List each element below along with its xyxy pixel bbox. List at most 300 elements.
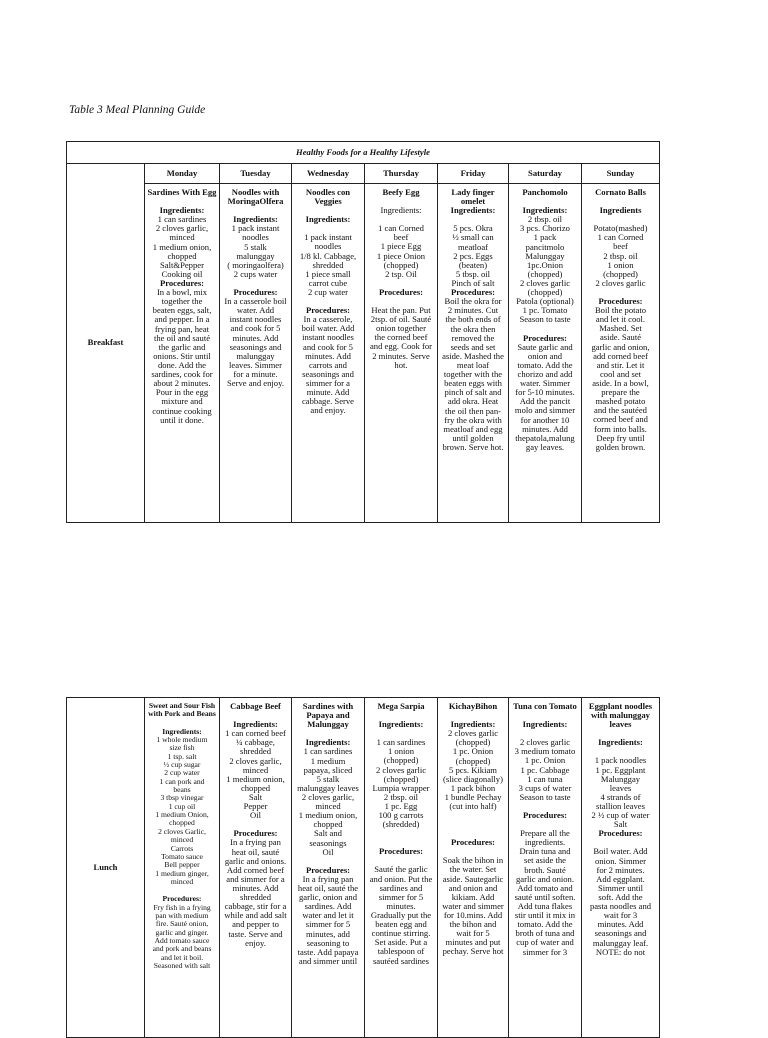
recipe-line: 2 ½ cup of water [591, 810, 650, 821]
recipe-line: together with the [443, 369, 503, 380]
recipe-line: and egg. Cook for [369, 341, 433, 352]
recipe-line: and enjoy. [310, 405, 346, 416]
recipe-line: Season to taste [519, 791, 571, 802]
recipe-line: In a frying pan [230, 837, 281, 848]
recipe-line: stir until it mix in [514, 910, 576, 921]
recipe-line: add corned beef [593, 350, 648, 361]
recipe-cell [509, 184, 582, 523]
recipe-line: cabbage, stir for a [224, 901, 287, 912]
corner-cell [67, 164, 145, 523]
recipe-line: corned beef and [593, 414, 648, 425]
recipe-cell [220, 184, 292, 523]
section-heading: Procedures: [378, 846, 424, 857]
section-heading: Procedures: [598, 295, 643, 306]
recipe-line: malunggay leaf. [592, 937, 649, 948]
recipe-line: 2 tbsp. oil [383, 791, 419, 802]
line-spacer [440, 811, 506, 820]
section-heading: Ingredients: [305, 214, 351, 225]
recipe-line: for another 10 [520, 414, 570, 425]
recipe-line: Malunggay [600, 773, 641, 784]
recipe-line: simmer for a [306, 377, 350, 388]
recipe-line: seasonings and [302, 368, 354, 379]
recipe-cell [292, 184, 365, 523]
day-tuesday: Tuesday [220, 164, 292, 184]
recipe-line: 1 can Corned [378, 223, 424, 234]
recipe-line: shredded [239, 892, 272, 903]
recipe-cell [145, 698, 220, 1038]
recipe-line: 2 cloves garlic, [155, 223, 209, 234]
recipe-line: about 2 minutes. [153, 378, 211, 389]
recipe-line: and the sautéed [594, 405, 647, 416]
recipe-line: until golden [452, 432, 494, 443]
section-heading: Ingredients: [233, 719, 278, 730]
recipe-line: 1 medium [310, 755, 346, 766]
recipe-line: seasonings and [229, 341, 282, 352]
recipe-line: 5 stalk [316, 773, 340, 784]
section-heading: Ingredients: [450, 205, 496, 216]
recipe-line: minced [170, 835, 194, 845]
recipe-line: onions. Stir until [153, 350, 211, 361]
recipe-line: Potato(mashed) [593, 223, 648, 234]
recipe-line: minutes, add [306, 928, 350, 939]
recipe-line: minute. Add [306, 387, 350, 398]
recipe-line: Boil the okra for [444, 296, 502, 307]
recipe-line: 1 piece Onion [376, 250, 426, 261]
day-monday: Monday [145, 164, 220, 184]
recipe-line: minced [170, 876, 194, 886]
recipe-line: (chopped) [383, 259, 419, 270]
recipe-line: carrots and [309, 359, 347, 370]
recipe-line: 3 cups of water [518, 782, 572, 793]
recipe-line: Add the pancit [519, 396, 571, 407]
recipe-line: Salt and [314, 828, 342, 839]
recipe-line: Cooking oil [161, 268, 203, 279]
dish-name: Noodles with MoringaOlfera [227, 187, 284, 207]
recipe-line: broth of tuna and [515, 928, 575, 939]
recipe-line: malunggay leaves [297, 782, 359, 793]
dish-name: Sardines with Papaya and Malunggay [302, 701, 354, 730]
recipe-line: add okra. Heat [447, 396, 499, 407]
recipe-cell [582, 698, 660, 1038]
recipe-line: 1 tsp. salt [167, 751, 197, 761]
dish-name: Mega Sarpia [377, 701, 425, 711]
recipe-line: water. Add [236, 305, 275, 316]
table-title: Healthy Foods for a Healthy Lifestyle [67, 142, 660, 164]
recipe-line: tomato. Add the [517, 919, 573, 930]
dish-name: Lady finger omelet [451, 187, 495, 207]
recipe-line: 2 cloves Garlic, [158, 826, 206, 836]
dish-name: Sweet and Sour Fish with Pork and Beans [148, 701, 216, 719]
recipe-line: minutes. Add [522, 423, 568, 434]
recipe-line: beef [613, 241, 628, 252]
recipe-line: Pepper [243, 801, 268, 812]
recipe-line: Serve and enjoy. [227, 378, 284, 389]
recipe-line: aside. In a bowl, [592, 377, 649, 388]
recipe-line: simmer for 5 [378, 891, 424, 902]
section-heading: Procedures: [522, 809, 568, 820]
recipe-line: Oil [250, 810, 261, 821]
recipe-line: 3 pcs. Chorizo [520, 223, 570, 234]
recipe-line: ingredients. [524, 837, 566, 848]
recipe-line: heat oil, sauté the [297, 882, 359, 893]
recipe-line: ¼ cabbage, [236, 737, 275, 748]
recipe-line: chopped [167, 250, 197, 261]
recipe-line: Set aside. Put a [374, 937, 428, 948]
recipe-line: 1 medium Onion, [155, 810, 209, 820]
recipe-line: instant noodles [229, 314, 282, 325]
recipe-line: beans [173, 785, 191, 795]
recipe-line: Add tomato sauce [154, 935, 210, 945]
recipe-cell [582, 184, 660, 523]
recipe-line: noodles [242, 232, 269, 243]
day-header-row [67, 164, 660, 184]
recipe-line: hot. [394, 359, 408, 370]
section-heading: Ingredients: [162, 726, 202, 736]
recipe-line: (chopped) [527, 268, 563, 279]
recipe-line: beaten eggs with [444, 378, 502, 389]
recipe-line: Mashed. Set [599, 323, 642, 334]
recipe-line: (beaten) [458, 259, 488, 270]
section-heading: Ingredients: [233, 214, 278, 225]
recipe-line: 1 pc. Egg [384, 800, 418, 811]
recipe-line: frying pan, heat [154, 323, 210, 334]
recipe-line: 1 bundle Pechay [444, 791, 502, 802]
recipe-line: 2 pcs. Eggs [453, 250, 493, 261]
recipe-cell [509, 698, 582, 1038]
recipe-line: (slice diagonally) [443, 773, 503, 784]
recipe-line: carrot cube [308, 277, 348, 288]
meal-planning-table-breakfast [66, 141, 660, 523]
recipe-line: boil water. Add [301, 323, 355, 334]
recipe-line: (shredded) [382, 819, 420, 830]
day-sunday: Sunday [582, 164, 660, 184]
recipe-line: cabbage. Serve [301, 396, 354, 407]
recipe-line: 2 cloves garlic [595, 277, 646, 288]
lunch-row [67, 698, 660, 1038]
recipe-line: 1 can Corned [597, 232, 644, 243]
recipe-line: shredded [239, 746, 272, 757]
recipe-line: the both ends of [445, 314, 501, 325]
recipe-line: ½ cup sugar [163, 760, 201, 770]
recipe-line: wait for 3 [603, 910, 638, 921]
recipe-line: and onion. Put the [369, 873, 433, 884]
recipe-line: 2 tbsp. oil [603, 250, 638, 261]
recipe-line: 1 pack noodles [594, 755, 647, 766]
section-heading: Procedures: [450, 287, 496, 298]
recipe-line: 1/8 kl. Cabbage, [299, 250, 357, 261]
recipe-line: Saute garlic and [517, 341, 573, 352]
recipe-line: 2 cloves garlic, [229, 755, 282, 766]
recipe-line: Add tomato and [517, 882, 573, 893]
dish-name: Sardines With Egg [147, 187, 217, 197]
recipe-line: pechay. Serve hot [442, 946, 504, 957]
recipe-line: 1 piece Egg [380, 241, 422, 252]
recipe-line: minced [242, 764, 269, 775]
recipe-line: and let it boil. [160, 952, 204, 962]
recipe-line: 1 medium onion, [152, 241, 212, 252]
recipe-line: and simmer for a [226, 873, 285, 884]
recipe-line: done. Add the [158, 359, 206, 370]
recipe-line: beaten eggs, salt, [152, 305, 212, 316]
section-heading: Procedures: [159, 277, 205, 288]
recipe-line: tablespoon of [377, 946, 425, 957]
dish-name: Cabbage Beef [230, 701, 281, 711]
recipe-line: until it done. [160, 414, 204, 425]
section-heading: Ingredients: [522, 205, 568, 216]
day-thursday: Thursday [365, 164, 438, 184]
recipe-line: sautéed sardines [372, 955, 430, 966]
table-caption: Table 3 Meal Planning Guide [69, 104, 206, 116]
recipe-line: Oil [322, 846, 334, 857]
recipe-line: prepare the [601, 387, 640, 398]
recipe-line: 1 can sardines [376, 737, 426, 748]
recipe-line: 1 pack bihon [450, 782, 496, 793]
dish-name: Beefy Egg [382, 187, 420, 197]
section-heading: Procedures: [598, 828, 643, 839]
section-heading: Ingredients [599, 205, 642, 216]
recipe-line: beaten egg and [375, 919, 427, 930]
section-heading: Procedures: [378, 286, 424, 297]
section-heading: Procedures: [522, 332, 568, 343]
recipe-line: onion. Simmer [594, 855, 647, 866]
recipe-line: soft. Add the [598, 891, 643, 902]
recipe-line: meatloaf [457, 241, 489, 252]
recipe-line: 1 pc. Cabbage [520, 764, 570, 775]
recipe-line: gay leaves. [525, 441, 565, 452]
recipe-line: Tomato sauce [161, 851, 203, 861]
recipe-line: wait for 5 [456, 928, 490, 939]
recipe-line: fry the okra with [444, 414, 502, 425]
recipe-line: pasta noodles and [589, 901, 652, 912]
recipe-line: Carrots [170, 843, 194, 853]
recipe-line: malunggay [236, 250, 275, 261]
recipe-line: sardines. Add [304, 901, 352, 912]
dish-name: Noodles con Veggies [305, 187, 351, 207]
recipe-line: and let it cool. [595, 314, 646, 325]
recipe-line: broth. Sauté [524, 864, 566, 875]
recipe-cell [145, 184, 220, 523]
recipe-line: garlic and onion, [591, 341, 650, 352]
recipe-line: Pinch of salt [451, 277, 495, 288]
recipe-line: Sauté the garlic [374, 864, 428, 875]
recipe-line: set aside the [524, 855, 566, 866]
recipe-line: ( moringaolfera) [227, 259, 284, 270]
recipe-line: seeds and set [450, 341, 496, 352]
recipe-line: meat loaf [456, 359, 490, 370]
meal-planning-table-lunch [66, 697, 660, 1038]
recipe-line: cup of water and [516, 937, 574, 948]
recipe-line: ½ small can [452, 232, 494, 243]
recipe-line: for 2 minutes. [596, 864, 645, 875]
recipe-line: 1 pack instant [304, 232, 352, 243]
recipe-line: mashed potato [595, 396, 646, 407]
recipe-line: 1pc.Onion [526, 259, 564, 270]
recipe-line: (cut into half) [449, 801, 497, 812]
recipe-line: 4 strands of [600, 791, 641, 802]
dish-name: Panchomolo [522, 187, 568, 197]
recipe-line: size fish [169, 743, 195, 753]
recipe-line: chorizo and add [517, 368, 573, 379]
recipe-line: Patola (optional) [516, 296, 574, 307]
recipe-line: 1 can pork and [159, 776, 205, 786]
recipe-line: minutes. Add [597, 919, 644, 930]
recipe-line: Seasoned with salt [153, 960, 211, 970]
recipe-line: minced [169, 232, 195, 243]
dish-name: Eggplant noodles with malunggay leaves [588, 701, 653, 730]
recipe-line: beef [393, 232, 409, 243]
recipe-line: (chopped) [383, 755, 419, 766]
recipe-line: Simmer until [597, 882, 644, 893]
recipe-line: 5 pcs. Kikiam [449, 764, 497, 775]
dish-name: KichayBihon [448, 701, 498, 711]
recipe-line: Add corned beef [226, 864, 285, 875]
recipe-line: garlic and onions. [224, 855, 287, 866]
recipe-line: chopped [313, 819, 343, 830]
recipe-line: garlic and ginger. [155, 927, 209, 937]
recipe-cell [438, 184, 509, 523]
section-heading: Ingredients: [598, 737, 643, 748]
recipe-line: taste. Add papaya [297, 946, 359, 957]
recipe-line: while and add salt [224, 910, 287, 921]
meal-label-breakfast: Breakfast [87, 337, 124, 348]
recipe-line: Soak the bihon in [442, 855, 504, 866]
recipe-line: 1 pc. Eggplant [595, 764, 646, 775]
recipe-line: minutes and put [445, 937, 501, 948]
recipe-line: minced [315, 801, 341, 812]
recipe-line: and pork and beans [152, 944, 212, 954]
recipe-line: fire. Sauté onion, [155, 919, 209, 929]
dish-name: Tuna con Tomato [513, 701, 577, 711]
recipe-cell [365, 698, 438, 1038]
recipe-line: continue stirring. [371, 928, 431, 939]
recipe-line: 2 cloves garlic [519, 277, 571, 288]
recipe-line: the okra then [450, 323, 496, 334]
day-saturday: Saturday [509, 164, 582, 184]
recipe-line: 5 pcs. Okra [453, 223, 493, 234]
recipe-line: for 5-10 minutes. [515, 387, 575, 398]
recipe-line: Drain tuna and [519, 846, 571, 857]
recipe-line: 1 whole medium [156, 735, 208, 745]
recipe-line: for 10.mins. Add [443, 909, 503, 920]
recipe-line: and pepper. In a [154, 314, 210, 325]
recipe-line: onion and [527, 350, 563, 361]
recipe-line: (chopped) [603, 268, 638, 279]
recipe-line: kikiam. Add [451, 891, 495, 902]
recipe-line: pan with medium [155, 910, 209, 920]
recipe-line: the water. Set [449, 864, 497, 875]
recipe-line: 3 tbsp vinegar [160, 793, 204, 803]
recipe-line: 2 tbsp. oil [527, 214, 563, 225]
recipe-line: garlic and onion. [516, 873, 574, 884]
recipe-line: pancitmolo [525, 241, 565, 252]
recipe-line: Season to taste [519, 314, 571, 325]
recipe-line: and simmer until [298, 955, 358, 966]
recipe-line: and pepper to [232, 919, 279, 930]
recipe-cell [220, 698, 292, 1038]
recipe-line: seasonings and [594, 928, 647, 939]
section-heading: Procedures: [233, 828, 278, 839]
recipe-line: minutes. [386, 900, 416, 911]
recipe-line: Boil the potato [594, 305, 647, 316]
section-heading: Procedures: [450, 837, 496, 848]
recipe-line: 1 medium onion, [226, 773, 285, 784]
recipe-line: 1 cup oil [168, 801, 196, 811]
recipe-line: 1 can tuna [527, 773, 563, 784]
recipe-line: (chopped) [527, 287, 563, 298]
recipe-line: sardines, cook for [151, 369, 213, 380]
section-heading: Ingredients: [450, 719, 496, 730]
recipe-line: aside. Sauté [599, 332, 642, 343]
recipe-line: (chopped) [383, 773, 419, 784]
recipe-line: (chopped) [455, 755, 491, 766]
section-heading: Ingredients: [159, 205, 205, 216]
recipe-line: 1 medium ginger, [155, 868, 209, 878]
recipe-line: sauté until soften. [514, 891, 576, 902]
recipe-line: water and let it [302, 910, 354, 921]
line-spacer [367, 829, 435, 838]
recipe-line: golden brown. [595, 441, 646, 452]
recipe-cell [365, 184, 438, 523]
recipe-line: chopped [240, 782, 271, 793]
recipe-line: In a frying pan [302, 873, 354, 884]
recipe-line: 2 cloves garlic [375, 764, 427, 775]
recipe-line: Malunggay [525, 250, 565, 261]
dish-name: Cornato Balls [595, 187, 646, 197]
recipe-line: and onion and [448, 882, 498, 893]
recipe-line: Pour in the egg [155, 387, 209, 398]
recipe-line: noodles [314, 241, 342, 252]
recipe-line: aside. Mashed the [442, 350, 504, 361]
recipe-line: malunggay [236, 350, 275, 361]
recipe-line: 1 onion [607, 259, 634, 270]
recipe-line: 1 medium onion, [298, 810, 358, 821]
section-heading: Ingredients: [378, 719, 424, 730]
recipe-line: chopped [169, 818, 195, 828]
recipe-line: for a minute. [233, 368, 278, 379]
recipe-line: 2 cloves garlic [519, 737, 571, 748]
recipe-line: Salt [248, 791, 263, 802]
recipe-line: garlic, onion and [299, 892, 357, 903]
recipe-line: (chopped) [455, 737, 491, 748]
recipe-line: 100 g carrots [378, 810, 424, 821]
recipe-line: 2 minutes. Serve [372, 350, 430, 361]
recipe-line: form into balls. [594, 423, 647, 434]
recipe-line: molo and simmer [514, 405, 576, 416]
recipe-line: 5 tbsp. oil [455, 268, 491, 279]
recipe-line: 1 onion [387, 746, 415, 757]
section-heading: Procedures: [305, 864, 351, 875]
day-wednesday: Wednesday [292, 164, 365, 184]
recipe-line: seasoning to [306, 937, 350, 948]
recipe-line: 2 cup water [164, 768, 200, 778]
recipe-line: 2tsp. of oil. Sauté [370, 314, 432, 325]
section-heading: Procedures: [305, 305, 351, 316]
recipe-line: 1 pc. Tomato [522, 305, 568, 316]
section-heading: Ingredients: [305, 737, 351, 748]
recipe-line: 1 can sardines [157, 214, 207, 225]
recipe-line: Boil water. Add [593, 846, 648, 857]
recipe-line: 1 pack [533, 232, 557, 243]
breakfast-row [67, 184, 660, 523]
section-heading: Procedures: [162, 894, 202, 904]
recipe-line: together the [161, 296, 203, 307]
recipe-line: Deep fry until [596, 432, 645, 443]
recipe-line: Fry fish in a frying [153, 902, 211, 912]
recipe-line: onion together [376, 323, 426, 334]
recipe-line: 2 cloves garlic, [301, 791, 355, 802]
recipe-line: Prepare all the [520, 828, 570, 839]
recipe-line: seasonings [309, 837, 347, 848]
